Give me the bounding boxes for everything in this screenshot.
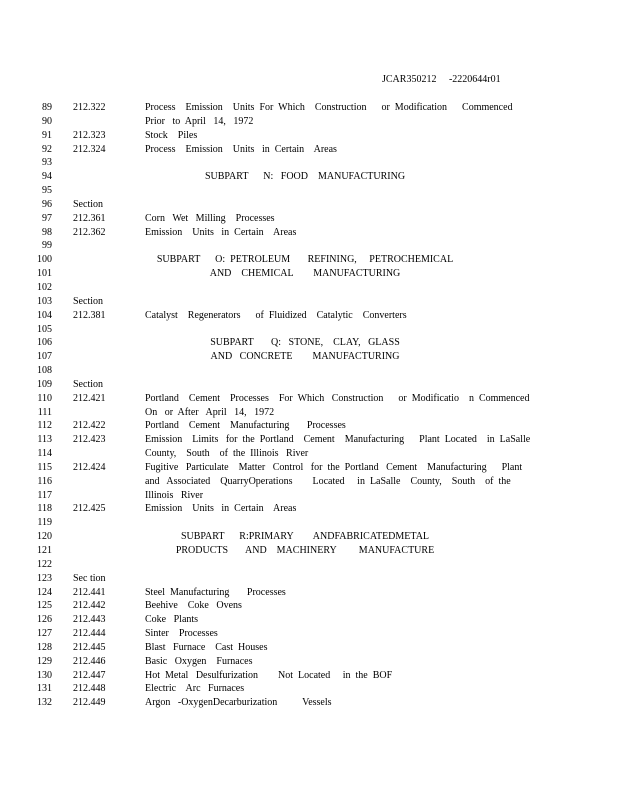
section-number: 212.422: [73, 420, 106, 432]
section-title: and Associated QuarryOperations Located in LaSalle County, South of the: [145, 475, 511, 487]
line-number: 129: [37, 655, 52, 667]
line-number: 105: [37, 323, 52, 335]
section-number: 212.443: [73, 614, 106, 626]
section-title: Fugitive Particulate Matter Control for the Portland Cement Manufacturing Plant: [145, 461, 523, 473]
document-line: [0, 613, 618, 627]
line-number: 107: [37, 351, 52, 363]
line-number: 94: [42, 171, 52, 183]
section-title: Stock Piles: [145, 129, 198, 141]
document-line: [0, 641, 618, 655]
document-line: [0, 627, 618, 641]
section-number: 212.446: [73, 655, 106, 667]
line-number: 92: [42, 143, 52, 155]
section-number: 212.441: [73, 586, 106, 598]
section-title: Argon -OxygenDecarburization Vessels: [145, 697, 332, 709]
section-title: Hot Metal Desulfurization Not Located in the BOF: [145, 669, 393, 681]
line-number: 115: [37, 461, 52, 473]
line-number: 128: [37, 641, 52, 653]
section-number: Section: [73, 378, 103, 390]
document-line: [0, 350, 618, 364]
subpart-heading: SUBPART O: PETROLEUM REFINING, PETROCHEMICAL: [156, 254, 454, 266]
document-line: [0, 669, 618, 683]
section-number: 212.425: [73, 503, 106, 515]
document-line: [0, 323, 618, 337]
subpart-heading: SUBPART R:PRIMARY ANDFABRICATEDMETAL: [180, 531, 430, 543]
section-number: 212.361: [73, 212, 106, 224]
line-number: 112: [37, 420, 52, 432]
section-number: 212.323: [73, 129, 106, 141]
line-number: 120: [37, 531, 52, 543]
section-title: Emission Limits for the Portland Cement Manufacturing Plant Located in LaSalle: [145, 434, 531, 446]
line-number: 96: [42, 198, 52, 210]
section-number: Section: [73, 198, 103, 210]
line-number: 97: [42, 212, 52, 224]
line-number: 108: [37, 365, 52, 377]
document-line: [0, 572, 618, 586]
subpart-heading: SUBPART N: FOOD MANUFACTURING: [204, 171, 406, 183]
document-line: [0, 295, 618, 309]
document-line: [0, 516, 618, 530]
document-line: [0, 655, 618, 669]
line-number: 130: [37, 669, 52, 681]
line-number: 89: [42, 102, 52, 113]
line-number: 132: [37, 697, 52, 709]
section-title: Beehive Coke Ovens: [145, 600, 242, 612]
line-number: 122: [37, 558, 52, 570]
section-number: 212.381: [73, 309, 106, 321]
document-line: [0, 544, 618, 558]
document-line: [0, 419, 618, 433]
section-number: 212.424: [73, 461, 106, 473]
document-line: [0, 184, 618, 198]
document-line: [0, 475, 618, 489]
section-title: Prior to April 14, 1972: [145, 115, 254, 127]
section-title: On or After April 14, 1972: [145, 406, 275, 418]
line-number: 121: [37, 545, 52, 556]
line-number: 90: [42, 115, 52, 127]
section-title: Sinter Processes: [145, 628, 218, 640]
section-title: Emission Units in Certain Areas: [145, 503, 297, 515]
line-number: 131: [37, 683, 52, 695]
document-line: [0, 336, 618, 350]
line-number: 91: [42, 129, 52, 141]
document-line: [0, 696, 618, 710]
section-title: Emission Units in Certain Areas: [145, 226, 297, 238]
document-line: [0, 364, 618, 378]
document-line: [0, 170, 618, 184]
section-title: Steel Manufacturing Processes: [145, 586, 286, 598]
section-title: Process Emission Units For Which Construction or Modification Commenced: [145, 102, 513, 113]
document-line: [0, 226, 618, 240]
document-line: [0, 433, 618, 447]
document-line: [0, 378, 618, 392]
document-line: [0, 101, 618, 115]
line-number: 119: [37, 517, 52, 529]
document-line: [0, 198, 618, 212]
document-line: [0, 281, 618, 295]
line-number: 109: [37, 378, 52, 390]
section-title: Catalyst Regenerators of Fluidized Catalytic Converters: [145, 309, 407, 321]
line-number: 125: [37, 600, 52, 612]
line-number: 116: [37, 475, 52, 487]
section-title: Electric Arc Furnaces: [145, 683, 245, 695]
section-number: 212.444: [73, 628, 106, 640]
section-number: 212.442: [73, 600, 106, 612]
line-number: 93: [42, 157, 52, 169]
section-title: Corn Wet Milling Processes: [145, 212, 275, 224]
line-number: 110: [37, 392, 52, 404]
document-line: [0, 599, 618, 613]
section-title: Process Emission Units in Certain Areas: [145, 143, 337, 155]
section-number: Sec tion: [73, 572, 106, 584]
section-number: 212.423: [73, 434, 106, 446]
line-number: 111: [37, 406, 52, 418]
line-number: 113: [37, 434, 52, 446]
line-number: 114: [37, 448, 52, 460]
line-number: 101: [37, 268, 52, 280]
line-number: 102: [37, 281, 52, 293]
line-number: 98: [42, 226, 52, 238]
section-title: Coke Plants: [145, 614, 199, 626]
section-title: County, South of the Illinois River: [145, 448, 309, 460]
document-line: [0, 530, 618, 544]
section-title: Portland Cement Processes For Which Construction or Modificatio n Commenced: [145, 392, 530, 404]
section-title: Portland Cement Manufacturing Processes: [145, 420, 346, 432]
line-number: 117: [37, 489, 52, 501]
document-line: [0, 253, 618, 267]
subpart-heading: PRODUCTS AND MACHINERY MANUFACTURE: [175, 545, 435, 556]
document-line: [0, 156, 618, 170]
document-line: [0, 489, 618, 503]
document-id-header: JCAR350212 -2220644r01: [382, 74, 501, 85]
document-line: [0, 682, 618, 696]
section-number: 212.448: [73, 683, 106, 695]
document-line: [0, 309, 618, 323]
document-line: [0, 447, 618, 461]
document-line: [0, 406, 618, 420]
section-title: Blast Furnace Cast Houses: [145, 641, 268, 653]
document-line: [0, 115, 618, 129]
section-number: 212.445: [73, 641, 106, 653]
section-number: 212.324: [73, 143, 106, 155]
document-line: [0, 461, 618, 475]
subpart-heading: AND CHEMICAL MANUFACTURING: [209, 268, 401, 280]
subpart-heading: SUBPART Q: STONE, CLAY, GLASS: [210, 337, 400, 349]
document-line: [0, 143, 618, 157]
document-line: [0, 558, 618, 572]
document-line: [0, 586, 618, 600]
line-number: 123: [37, 572, 52, 584]
line-number: 99: [42, 240, 52, 252]
line-number: 124: [37, 586, 52, 598]
subpart-heading: AND CONCRETE MANUFACTURING: [210, 351, 400, 363]
line-number: 106: [37, 337, 52, 349]
document-line: [0, 212, 618, 226]
document-line: [0, 239, 618, 253]
document-line: [0, 392, 618, 406]
line-number: 126: [37, 614, 52, 626]
section-number: 212.447: [73, 669, 106, 681]
section-number: 212.421: [73, 392, 106, 404]
line-number: 95: [42, 185, 52, 197]
line-number: 118: [37, 503, 52, 515]
section-title: Basic Oxygen Furnaces: [145, 655, 253, 667]
section-number: 212.449: [73, 697, 106, 709]
document-line: [0, 129, 618, 143]
line-number: 103: [37, 295, 52, 307]
line-number: 104: [37, 309, 52, 321]
section-title: Illinois River: [145, 489, 204, 501]
section-number: 212.322: [73, 102, 106, 113]
section-number: 212.362: [73, 226, 106, 238]
document-line: [0, 267, 618, 281]
line-number: 127: [37, 628, 52, 640]
line-number: 100: [37, 254, 52, 266]
document-body: [0, 101, 618, 710]
section-number: Section: [73, 295, 103, 307]
document-line: [0, 502, 618, 516]
